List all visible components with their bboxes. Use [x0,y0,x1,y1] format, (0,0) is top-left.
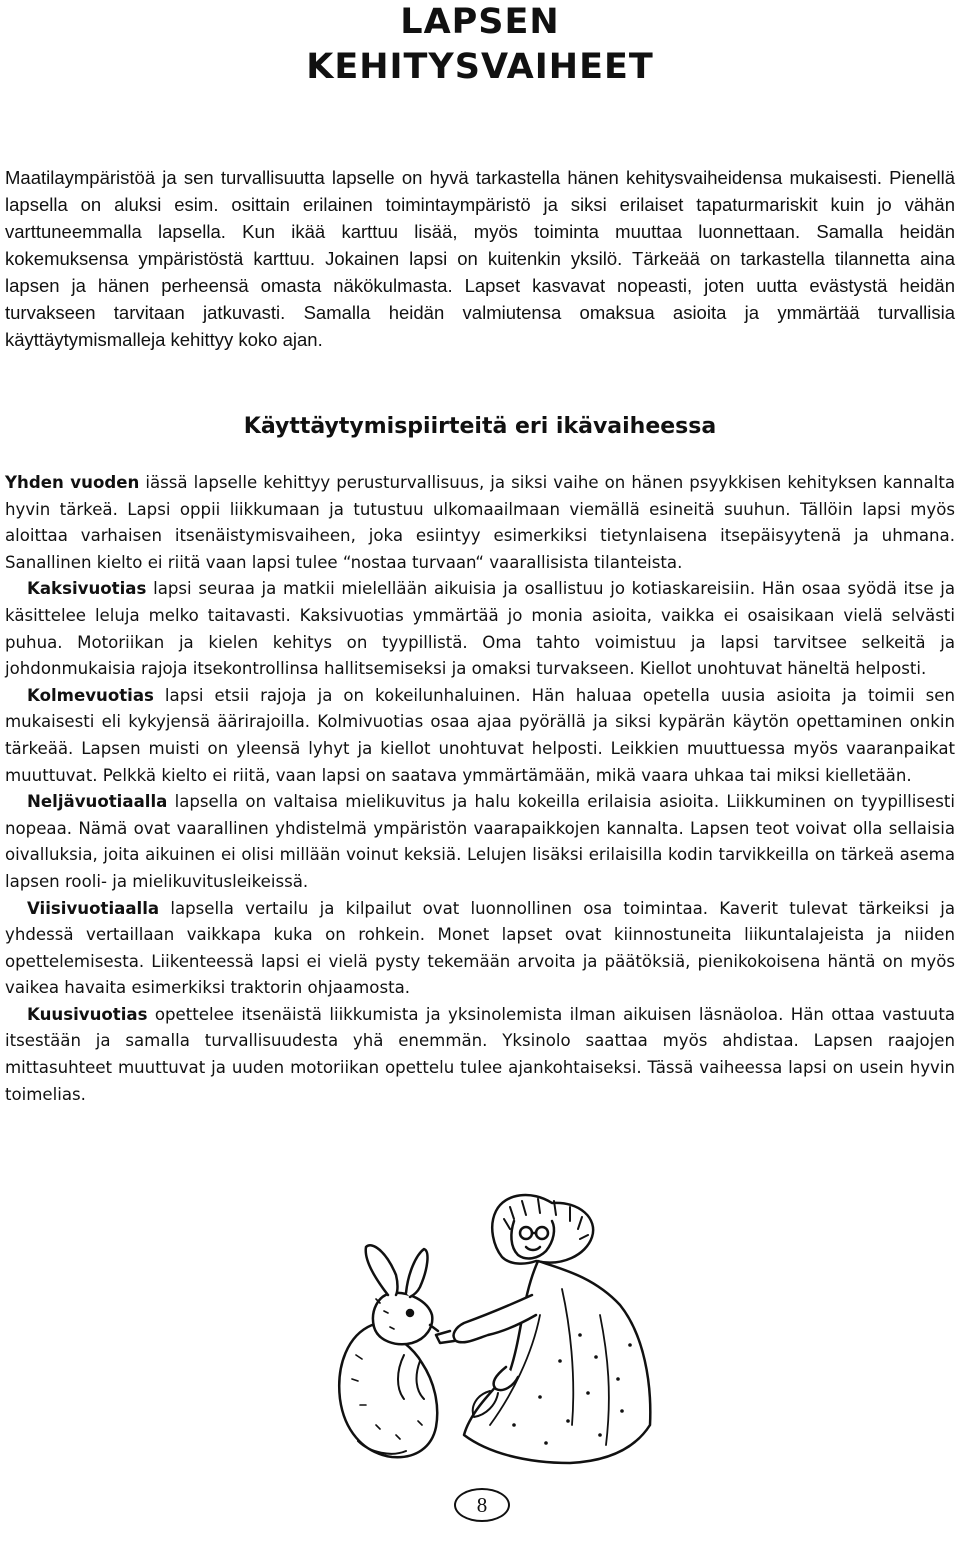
intro-paragraph: Maatilaympäristöä ja sen turvallisuutta lapselle on hyvä tarkastella hänen kehitysvaiheidensa mukaisesti. Pienellä lapsella on aluksi esim. osittain erilainen toimintaympäristö ja siksi erilaiset tapaturmariskit kuin jo vähän varttuneemmalla lapsella. Kun ikää karttuu lisää, myös toiminta muuttaa luonnettaan. Samalla heidän kokemuksensa ympäristöstä karttuu. Jokainen lapsi on kuitenkin yksilö. Tärkeää on tarkastella tilannetta aina lapsen ja hänen perheensä omasta näkökulmasta. Lapset kasvavat nopeasti, joten uutta evästystä heidän turvakseen tarvitaan jatkuvasti. Samalla heidän valmiutensa omaksua asioita ja ymmärtää turvallisia käyttäytymismalleja kehittyy koko ajan. [5,167,955,350]
stages-section [5,470,955,1108]
stage-lead: Viisivuotiaalla [27,898,160,918]
stage-paragraph-five-years [5,896,955,1002]
stage-lead: Kuusivuotias [27,1004,148,1024]
title-line-2: KEHITYSVAIHEET [306,47,654,87]
stage-text: lapsella on valtaisa mielikuvitus ja halu kokeilla erilaisia asioita. Liikkuminen on tyypillisesti nopeaa. Nämä ovat vaarallinen yhdistelmä ympäristön vaarapaikkojen kannalta. Lapsen teot voivat olla sellaisia oivalluksia, joita aikuinen ei olisi millään voinut keksiä. Lelujen lisäksi erilaisilla kodin tarvikkeilla on tärkeä asema lapsen rooli- ja mielikuvitusleikeissä. [5,792,955,891]
stage-text: lapsella vertailu ja kilpailut ovat luonnollinen osa toimintaa. Kaverit tulevat tärkeiksi ja yhdessä vertaillaan vaikkapa kuka on rohkein. Monet lapset ovat kiinnostuneita liikuntalajeista ja niiden opettelemisesta. Liikenteessä lapsi ei vielä pysty tekemään arvoita ja päätöksiä, pienikokoisena häntä on myös vaikea havaita esimerkiksi traktorin ohjaamosta. [5,898,955,998]
stage-lead: Neljävuotiaalla [27,792,168,812]
stage-text: lapsi etsii rajoja ja on kokeilunhaluinen. Hän haluaa opetella uusia asioita ja toimii sen mukaisesti eli kykyjensä äärirajoilla. Kolmivuotias osaa ajaa pyörällä ja siksi kypärän käytön opettaminen onkin tärkeää. Lapsen muisti on yleensä lyhyt ja kiellot unohtuvat helposti. Leikkien muuttuessa myös vaaranpaikat muuttuvat. Pelkkä kielto ei riitä, vaan lapsi on saatava ymmärtämään, mikä vaara uhkaa tai miksi kielletään. [5,685,955,785]
stage-paragraph-one-year [5,470,955,576]
stage-lead: Yhden vuoden [5,473,140,492]
stage-paragraph-three-years [5,683,955,789]
page-title [0,0,960,90]
title-line-1: LAPSEN [400,2,560,42]
page-number: 8 [454,1488,510,1522]
stage-text: opettelee itsenäistä liikkumista ja yksinolemista ilman aikuisen läsnäoloa. Hän ottaa vastuuta itsestään ja samalla turvallisuudesta yhä enemmän. Yksinolo saattaa myös ahdistaa. Lapsen raajojen mittasuhteet muuttuvat ja uuden motoriikan opettelu tulee ajankohtaiseksi. Tässä vaiheessa lapsi on usein hyvin toimelias. [5,1004,955,1104]
stage-lead: Kolmevuotias [27,685,154,705]
stage-paragraph-six-years [5,1002,955,1108]
stage-paragraph-two-years [5,576,955,682]
section-heading: Käyttäytymispiirteitä eri ikävaiheessa [243,414,717,439]
stage-lead: Kaksivuotias [27,579,147,599]
stage-text: iässä lapselle kehittyy perusturvallisuus, ja siksi vaihe on hänen psyykkisen kehityksen kannalta hyvin tärkeä. Lapsi oppii liikkumaan ja tutustuu ulkomaailmaan viemällä esineitä suuhun. Tällöin lapsi myös aloittaa varhaisen itsenäistymisvaiheen, joka esiintyy esimerkiksi tietynlaisena itsepäisyytenä ja uhmana. Sanallinen kielto ei riitä vaan lapsi tulee “nostaa turvaan“ vaarallisista tilanteista. [5,473,956,572]
girl-feeding-rabbit-illustration [300,1185,670,1465]
stage-paragraph-four-years [5,789,955,895]
stage-text: lapsi seuraa ja matkii mielellään aikuisia ja osallistuu jo kotiaskareisiin. Hän osaa syödä itse ja käsittelee leluja melko taitavasti. Kaksivuotias ymmärtää jo monia asioita, vaikka ei osaisikaan vielä selvästi puhua. Motoriikan ja kielen kehitys on tyypillistä. Oma tahto voimistuu ja lapsi tarvitsee selkeitä ja johdonmukaisia rajoja itsekontrollinsa hallitsemiseksi ja omaksi turvakseen. Kiellot unohtuvat häneltä helposti. [5,579,955,679]
